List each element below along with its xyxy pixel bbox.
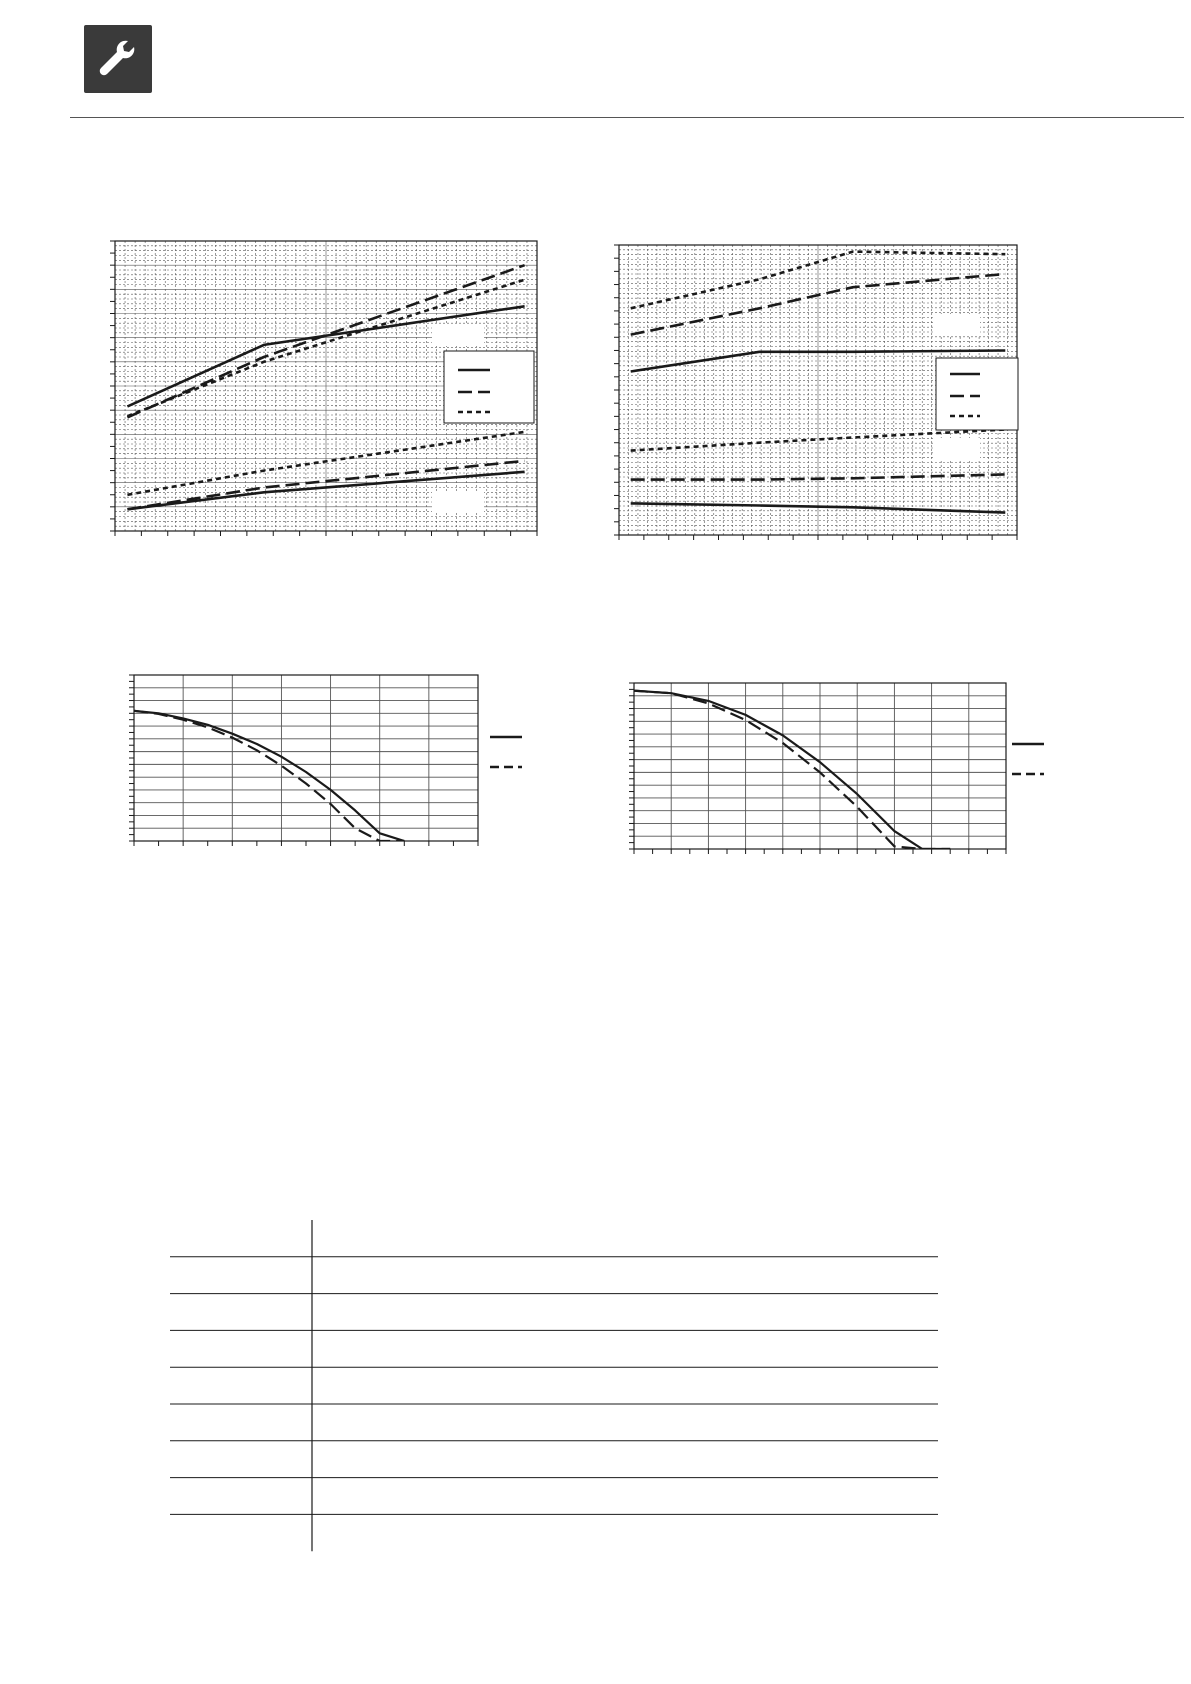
label-box: [934, 314, 980, 336]
legend: [936, 358, 1018, 430]
series-line-0: [134, 711, 404, 841]
chart-bottom-right: [632, 678, 1006, 852]
label-box: [432, 324, 484, 346]
plot-frame: [134, 675, 478, 841]
grid: [134, 675, 478, 841]
series-line-0: [634, 691, 950, 849]
chart-bottom-left: [132, 670, 478, 842]
wrench-icon: [84, 25, 152, 93]
series-line-1: [634, 691, 950, 849]
header-divider: [70, 117, 1184, 118]
legend-box: [936, 358, 1018, 430]
legend: [444, 351, 534, 423]
grid: [634, 683, 1006, 849]
chart-top-right: [614, 242, 1022, 540]
chart-top-left: [110, 236, 540, 536]
series-line-1: [134, 711, 404, 841]
label-box: [934, 438, 980, 460]
label-box: [432, 491, 484, 513]
